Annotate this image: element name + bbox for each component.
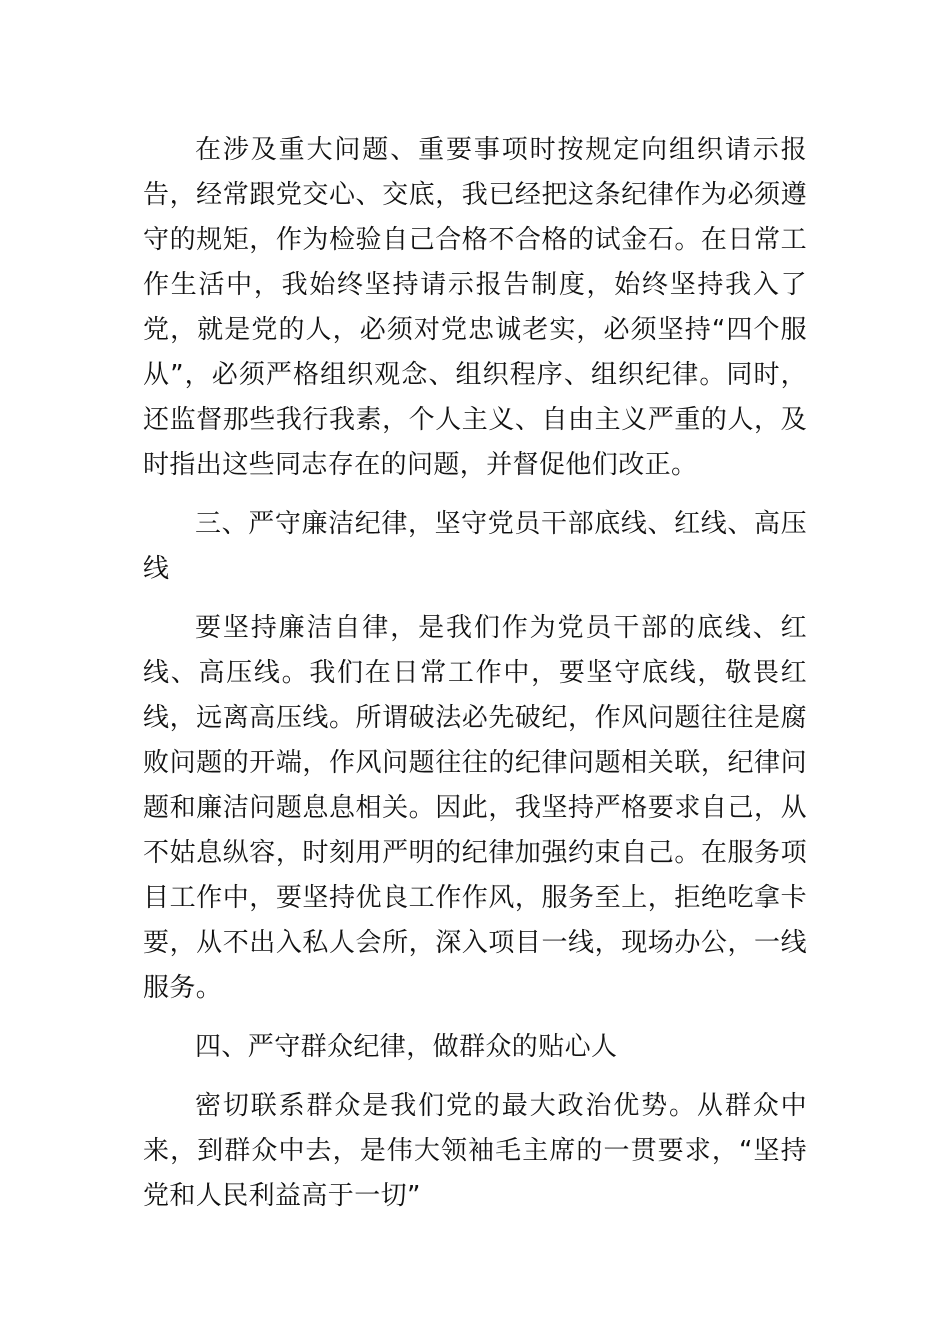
- body-paragraph-masses: 密切联系群众是我们党的最大政治优势。从群众中来，到群众中去，是伟大领袖毛主席的一贯要求，“坚持党和人民利益高于一切”: [143, 1091, 807, 1211]
- body-paragraph-reporting: 在涉及重大问题、重要事项时按规定向组织请示报告，经常跟党交心、交底，我已经把这条纪律作为必须遵守的规矩，作为检验自己合格不合格的试金石。在日常工作生活中，我始终坚持请示报告制度，始终坚持我入了党，就是党的人，必须对党忠诚老实，必须坚持“四个服从”，必须严格组织观念、组织程序、组织纪律。同时，还监督那些我行我素，个人主义、自由主义严重的人，及时指出这些同志存在的问题，并督促他们改正。: [143, 135, 807, 480]
- section-heading-integrity-discipline: 三、严守廉洁纪律，坚守党员干部底线、红线、高压线: [143, 509, 807, 584]
- document-body: [143, 128, 807, 1233]
- body-paragraph-integrity: 要坚持廉洁自律，是我们作为党员干部的底线、红线、高压线。我们在日常工作中，要坚守底线，敬畏红线，远离高压线。所谓破法必先破纪，作风问题往往是腐败问题的开端，作风问题往往的纪律问题相关联，纪律问题和廉洁问题息息相关。因此，我坚持严格要求自己，从不姑息纵容，时刻用严明的纪律加强约束自己。在服务项目工作中，要坚持优良工作作风，服务至上，拒绝吃拿卡要，从不出入私人会所，深入项目一线，现场办公，一线服务。: [143, 613, 807, 1003]
- section-heading-mass-discipline: 四、严守群众纪律，做群众的贴心人: [195, 1032, 618, 1062]
